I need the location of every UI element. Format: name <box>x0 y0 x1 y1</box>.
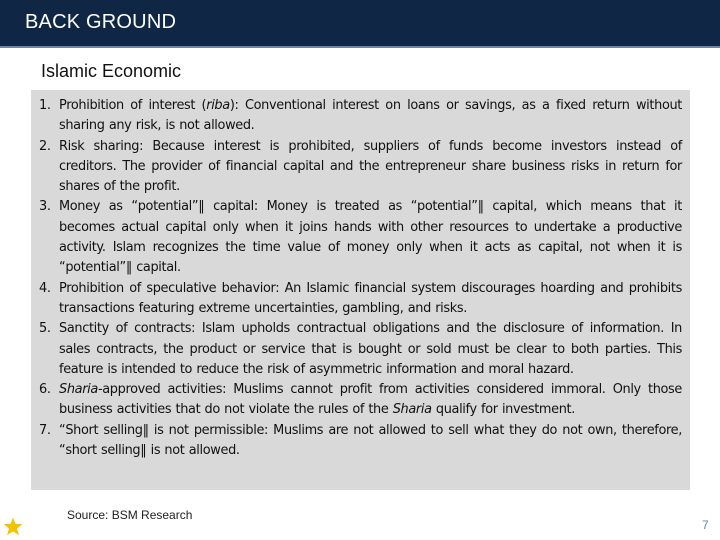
list-item-text <box>59 319 682 380</box>
numbered-list <box>39 96 682 461</box>
list-item-number: 7. <box>39 422 51 438</box>
star-icon <box>2 516 24 538</box>
page-title: BACK GROUND <box>25 11 177 33</box>
list-item <box>39 380 682 421</box>
italic-text: Sharia <box>392 402 432 418</box>
italic-text: Sharia <box>59 382 98 398</box>
text-segment: Risk sharing: Because interest is prohibited, suppliers of funds become investors instead of creditors. The provider of financial capital and the entrepreneur share business risks in return for shares of the profit. <box>59 138 682 195</box>
list-item-number: 5. <box>39 321 51 337</box>
italic-text: riba <box>206 98 230 113</box>
text-segment: -approved activities: Muslims cannot profit from activities considered immoral. Only those business activities that do not violate the rules of the <box>59 382 682 418</box>
text-segment: Sanctity of contracts: Islam upholds contractual obligations and the disclosure of information. In sales contracts, the product or service that is bought or sold must be clear to both parties. This feature is intended to reduce the risk of asymmetric information and moral hazard. <box>59 321 682 377</box>
list-item <box>39 319 682 380</box>
list-item-text <box>59 197 682 278</box>
text-segment: Prohibition of speculative behavior: An Islamic financial system discourages hoarding and prohibits transactions featuring extreme uncertainties, gambling, and risks. <box>59 280 682 316</box>
list-item <box>39 279 682 320</box>
page-number: 7 <box>702 518 709 532</box>
header-bar <box>0 0 720 48</box>
text-segment: ): Conventional interest on loans or savings, as a fixed return without sharing any risk, is not allowed. <box>59 98 682 134</box>
list-item <box>39 137 682 198</box>
list-item-text <box>59 137 682 198</box>
list-item-number: 3. <box>39 199 51 215</box>
list-item <box>39 96 682 137</box>
list-item-text <box>59 421 682 462</box>
subtitle: Islamic Economic <box>41 61 182 81</box>
text-segment: “Short selling‖ is not permissible: Muslims are not allowed to sell what they do not own, therefore, “short selling‖ is not allowed. <box>59 422 682 459</box>
text-segment: Money as “potential”‖ capital: Money is treated as “potential”‖ capital, which means that it becomes actual capital only when it joins hands with other resources to undertake a productive activity. Islam recognizes the time value of money only when it acts as capital, not when it is “potential”‖ capital. <box>59 199 682 276</box>
content-box <box>31 90 690 490</box>
list-item-text <box>59 96 682 137</box>
list-item-number: 6. <box>39 382 51 398</box>
list-item <box>39 421 682 462</box>
list-item-number: 1. <box>39 98 51 113</box>
list-item-number: 4. <box>39 280 51 296</box>
list-item-text <box>59 380 682 421</box>
text-segment: qualify for investment. <box>431 402 575 418</box>
text-segment: Prohibition of interest ( <box>59 98 207 113</box>
list-item-number: 2. <box>39 138 51 154</box>
list-item <box>39 197 682 278</box>
list-item-text <box>59 279 682 320</box>
source-note: Source: BSM Research <box>67 508 193 522</box>
